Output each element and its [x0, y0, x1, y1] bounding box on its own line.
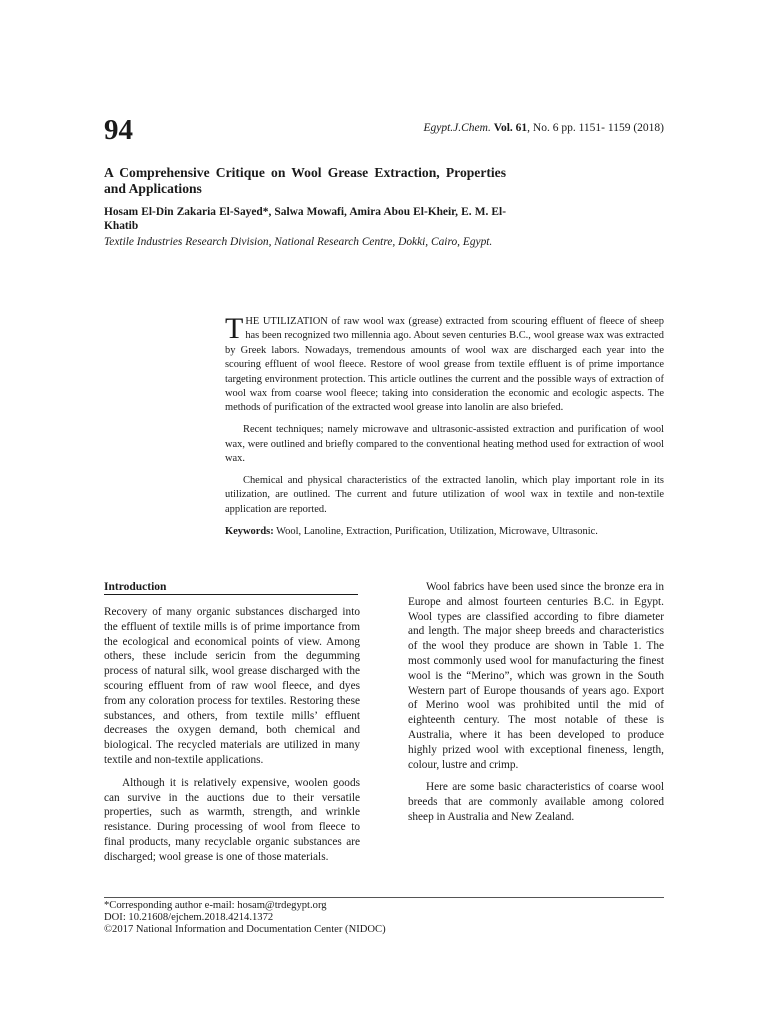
body-paragraph: Although it is relatively expensive, woolen goods can survive in the auctions due to their versatile properties, such as warmth, strength, and wrinkle resistance. During processing of wool from fleece to final products, many recyclable organic substances are discharged; wool grease is one of those materials. — [104, 776, 360, 863]
author-list: Hosam El-Din Zakaria El-Sayed*, Salwa Mowafi, Amira Abou El-Kheir, E. M. El-Khatib — [104, 206, 506, 232]
abstract — [225, 312, 664, 547]
body-paragraph: Here are some basic characteristics of coarse wool breeds that are commonly available among colored sheep in Australia and New Zealand. — [408, 781, 664, 823]
doi-note: DOI: 10.21608/ejchem.2018.4214.1372 — [104, 912, 274, 924]
author-affiliation: Textile Industries Research Division, National Research Centre, Dokki, Cairo, Egypt. — [104, 236, 493, 248]
body-paragraph: Recovery of many organic substances discharged into the effluent of textile mills is of prime importance from the ecological and economical points of view. Among others, these include sericin from the degumming process of natural silk, wool grease discharged with the scouring effluent from of raw wool fleece, and dyes from any coloration process for textiles. Restoring these substances, and others, from textile mills’ effluent decreases the oxygen demand, both chemical and biological. The recycled materials are utilized in many textile and non-textile applications. — [104, 606, 360, 766]
journal-volume: Vol. 61 — [493, 122, 528, 134]
footnotes — [104, 900, 664, 937]
corresponding-author-note: *Corresponding author e-mail: hosam@trdegypt.org — [104, 900, 327, 911]
keywords-list: Wool, Lanoline, Extraction, Purification, Utilization, Microwave, Ultrasonic. — [273, 525, 598, 537]
section-heading-introduction: Introduction — [104, 581, 358, 595]
left-column — [104, 581, 360, 873]
copyright-note: ©2017 National Information and Documentation Center (NIDOC) — [104, 924, 386, 936]
footnote-divider — [104, 897, 664, 898]
body-paragraph: Wool fabrics have been used since the bronze era in Europe and almost fourteen centuries B.C. in Egypt. Wool types are classified according to fibre diameter and length. The major sheep breeds and characteristics of the wool they produce are shown in Table 1. The most commonly used wool for manufacturing the finest wool is the “Merino”, which was grown in the South Western part of Europe thousands of years ago. Export of Merino wool was prohibited until the mid of eighteenth century. The most notable of these is Australia, where it has been developed to produce highly prized wool with exceptional fineness, length, colour, lustre and crimp. — [408, 581, 664, 771]
abstract-paragraph-1-text: HE UTILIZATION of raw wool wax (grease) extracted from scouring effluent of fleece of sheep has been recognized two millennia ago. About seven centuries B.C., wool grease wax was extracted by Greek labors. Nowadays, tremendous amounts of wool wax are discharged each year into the scouring effluent of wool fleece. Restore of wool grease from textile effluent is of prime importance targeting environment protection. This article outlines the current and the possible ways of extraction of wool wax from coarse wool fleece; taking into consideration the economic and ecologic aspects. The methods of purification of the extracted wool grease into lanolin are also briefed. — [225, 316, 664, 414]
keywords-line — [225, 525, 664, 539]
right-column — [408, 580, 664, 833]
abstract-paragraph-3: Chemical and physical characteristics of the extracted lanolin, which play important role in its utilization, are outlined. The current and future utilization of wool wax in textile and non-textile application are reported. — [225, 475, 664, 515]
abstract-paragraph-2: Recent techniques; namely microwave and ultrasonic-assisted extraction and purification of wool wax, were outlined and briefly compared to the conventional heating method used for extraction of wool wax. — [225, 424, 664, 465]
article-title: A Comprehensive Critique on Wool Grease Extraction, Properties and Applications — [104, 165, 506, 196]
journal-issue-pages: , No. 6 pp. 1151- 1159 (2018) — [527, 122, 664, 134]
journal-name: Egypt.J.Chem. — [423, 122, 491, 134]
journal-citation — [423, 121, 664, 135]
keywords-label: Keywords: — [225, 525, 274, 537]
abstract-paragraph-1 — [225, 312, 664, 416]
page-number: 94 — [104, 114, 133, 146]
drop-cap-letter: T — [225, 312, 244, 345]
